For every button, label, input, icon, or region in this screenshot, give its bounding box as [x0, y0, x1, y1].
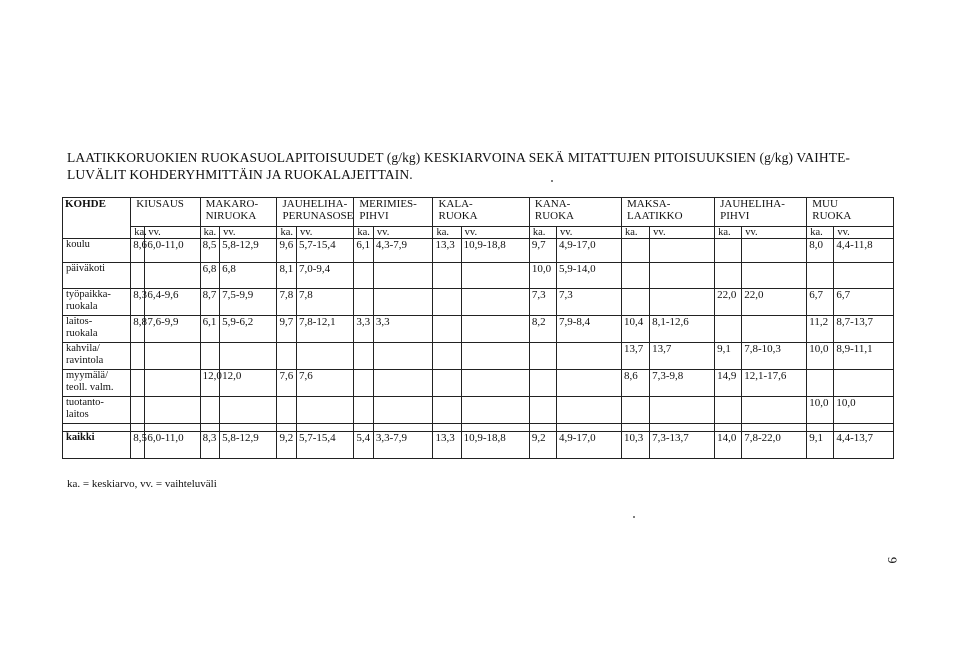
- table-cell: [296, 397, 353, 424]
- table-cell: 7,8-10,3: [742, 343, 807, 370]
- table-cell: 6,7: [834, 289, 894, 316]
- table-cell: 8,7: [200, 289, 220, 316]
- total-cell: 9,2: [529, 432, 556, 459]
- table-cell: 7,3: [556, 289, 621, 316]
- table-cell: [556, 343, 621, 370]
- table-cell: 9,1: [715, 343, 742, 370]
- table-cell: [742, 239, 807, 263]
- table-cell: [433, 370, 461, 397]
- table-cell: [220, 397, 277, 424]
- table-cell: [354, 397, 374, 424]
- table-cell: [807, 263, 834, 289]
- table-cell: 3,3: [354, 316, 374, 343]
- header-row-groups: [63, 198, 894, 227]
- header-group: KALA- RUOKA: [433, 198, 529, 227]
- header-ka: ka.: [715, 227, 742, 239]
- table-cell: [461, 289, 529, 316]
- table-cell: [433, 263, 461, 289]
- table-cell: 4,3-7,9: [373, 239, 433, 263]
- table-cell: 9,7: [529, 239, 556, 263]
- table-cell: 7,5-9,9: [220, 289, 277, 316]
- spacer-cell: [373, 424, 433, 432]
- total-cell: 6,0-11,0: [145, 432, 200, 459]
- spacer-cell: [529, 424, 556, 432]
- table-cell: 7,6-9,9: [145, 316, 200, 343]
- table-cell: [373, 343, 433, 370]
- spacer-cell: [433, 424, 461, 432]
- table-cell: 10,9-18,8: [461, 239, 529, 263]
- table-cell: 10,0: [807, 343, 834, 370]
- table-cell: 8,9-11,1: [834, 343, 894, 370]
- spacer-cell: [63, 424, 131, 432]
- spacer-cell: [461, 424, 529, 432]
- table-cell: [145, 343, 200, 370]
- total-cell: 8,3: [200, 432, 220, 459]
- table-row: [63, 239, 894, 263]
- table-cell: [296, 343, 353, 370]
- table-cell: 6,1: [354, 239, 374, 263]
- table-cell: [145, 370, 200, 397]
- table-cell: 10,0: [807, 397, 834, 424]
- spacer-row: [63, 424, 894, 432]
- table-cell: 7,3-9,8: [650, 370, 715, 397]
- table-row: [63, 370, 894, 397]
- header-group: JAUHELIHA- PIHVI: [715, 198, 807, 227]
- header-group: MERIMIES- PIHVI: [354, 198, 433, 227]
- spacer-cell: [131, 424, 145, 432]
- table-cell: [461, 316, 529, 343]
- header-ka: ka.: [433, 227, 461, 239]
- table-cell: [277, 397, 297, 424]
- header-ka: ka.: [621, 227, 649, 239]
- table-cell: 5,9-6,2: [220, 316, 277, 343]
- header-ka: ka.: [807, 227, 834, 239]
- table-cell: 13,7: [621, 343, 649, 370]
- total-label: kaikki: [63, 432, 131, 459]
- table-cell: 13,3: [433, 239, 461, 263]
- table-cell: [220, 343, 277, 370]
- table-cell: [461, 343, 529, 370]
- table-cell: [131, 263, 145, 289]
- table-row: [63, 343, 894, 370]
- table-cell: [131, 343, 145, 370]
- table-cell: [742, 263, 807, 289]
- title-line-1: LAATIKKORUOKIEN RUOKASUOLAPITOISUUDET (g/kg) KESKIARVOINA SEKÄ MITATTUJEN PITOISUUKSIEN (g/kg) VAIHTE-: [67, 150, 851, 165]
- total-cell: 9,1: [807, 432, 834, 459]
- table-cell: 8,0: [807, 239, 834, 263]
- spacer-cell: [220, 424, 277, 432]
- spacer-cell: [715, 424, 742, 432]
- table-cell: [433, 316, 461, 343]
- table-row: [63, 263, 894, 289]
- header-ka: ka.: [131, 227, 145, 239]
- table-cell: [715, 239, 742, 263]
- table-cell: [354, 289, 374, 316]
- spacer-cell: [650, 424, 715, 432]
- spacer-cell: [296, 424, 353, 432]
- table-cell: [373, 263, 433, 289]
- total-cell: 10,3: [621, 432, 649, 459]
- table-cell: 4,9-17,0: [556, 239, 621, 263]
- table-cell: 12,0: [220, 370, 277, 397]
- table-cell: 7,8-12,1: [296, 316, 353, 343]
- header-group: MAKARO- NIRUOKA: [200, 198, 277, 227]
- table-cell: [461, 370, 529, 397]
- header-vv: vv.: [461, 227, 529, 239]
- table-cell: 3,3: [373, 316, 433, 343]
- salt-content-table: [62, 197, 894, 459]
- table-cell: 12,1-17,6: [742, 370, 807, 397]
- table-cell: [650, 239, 715, 263]
- header-group: JAUHELIHA- PERUNASOSE: [277, 198, 354, 227]
- spacer-cell: [354, 424, 374, 432]
- table-cell: 7,6: [277, 370, 297, 397]
- table-cell: [461, 263, 529, 289]
- table-cell: 6,4-9,6: [145, 289, 200, 316]
- table-cell: 7,8: [296, 289, 353, 316]
- scan-speck: [551, 180, 553, 182]
- table-cell: 10,0: [529, 263, 556, 289]
- table-cell: [200, 397, 220, 424]
- table-cell: 5,8-12,9: [220, 239, 277, 263]
- row-label: laitos- ruokala: [63, 316, 131, 343]
- total-cell: 13,3: [433, 432, 461, 459]
- table-cell: 6,8: [220, 263, 277, 289]
- header-group: KANA- RUOKA: [529, 198, 621, 227]
- table-cell: 8,3: [131, 289, 145, 316]
- spacer-cell: [277, 424, 297, 432]
- table-cell: [556, 397, 621, 424]
- row-label: kahvila/ ravintola: [63, 343, 131, 370]
- table-cell: 13,7: [650, 343, 715, 370]
- table-cell: [556, 370, 621, 397]
- table-cell: 10,4: [621, 316, 649, 343]
- header-ka: ka.: [200, 227, 220, 239]
- header-ka: ka.: [277, 227, 297, 239]
- table-cell: [373, 370, 433, 397]
- row-label: myymälä/ teoll. valm.: [63, 370, 131, 397]
- table-cell: 9,7: [277, 316, 297, 343]
- table-cell: 11,2: [807, 316, 834, 343]
- table-cell: [807, 370, 834, 397]
- table-cell: [461, 397, 529, 424]
- header-vv: vv.: [145, 227, 200, 239]
- spacer-cell: [200, 424, 220, 432]
- table-cell: [433, 343, 461, 370]
- table-cell: 12,0: [200, 370, 220, 397]
- table-cell: [145, 263, 200, 289]
- header-vv: vv.: [742, 227, 807, 239]
- header-ka: ka.: [354, 227, 374, 239]
- table-cell: 5,9-14,0: [556, 263, 621, 289]
- table-cell: 7,6: [296, 370, 353, 397]
- total-cell: 5,7-15,4: [296, 432, 353, 459]
- table-cell: 6,1: [200, 316, 220, 343]
- table-cell: [433, 289, 461, 316]
- total-cell: 9,2: [277, 432, 297, 459]
- table-cell: [529, 397, 556, 424]
- table-cell: 10,0: [834, 397, 894, 424]
- spacer-cell: [145, 424, 200, 432]
- table-cell: [145, 397, 200, 424]
- total-cell: 5,8-12,9: [220, 432, 277, 459]
- header-row-subcols: [63, 227, 894, 239]
- table-cell: 7,0-9,4: [296, 263, 353, 289]
- header-group: MAKSA- LAATIKKO: [621, 198, 714, 227]
- spacer-cell: [807, 424, 834, 432]
- total-cell: 3,3-7,9: [373, 432, 433, 459]
- header-vv: vv.: [220, 227, 277, 239]
- table-cell: [529, 370, 556, 397]
- table-row: [63, 397, 894, 424]
- table-cell: 8,2: [529, 316, 556, 343]
- table-cell: 9,6: [277, 239, 297, 263]
- table-cell: [200, 343, 220, 370]
- table-cell: [277, 343, 297, 370]
- table-cell: 8,6: [621, 370, 649, 397]
- table-row: [63, 316, 894, 343]
- table-cell: [131, 370, 145, 397]
- row-label: päiväkoti: [63, 263, 131, 289]
- table-cell: 7,9-8,4: [556, 316, 621, 343]
- table-cell: [621, 239, 649, 263]
- table-cell: 5,7-15,4: [296, 239, 353, 263]
- scan-speck: [633, 516, 635, 518]
- header-vv: vv.: [650, 227, 715, 239]
- table-cell: [650, 289, 715, 316]
- table-cell: 8,8: [131, 316, 145, 343]
- table-cell: 14,9: [715, 370, 742, 397]
- table-cell: 8,7-13,7: [834, 316, 894, 343]
- footnote: ka. = keskiarvo, vv. = vaihteluväli: [67, 478, 217, 490]
- table-cell: 7,3: [529, 289, 556, 316]
- table-cell: 8,1: [277, 263, 297, 289]
- table-cell: [715, 397, 742, 424]
- table-cell: 22,0: [715, 289, 742, 316]
- table-cell: [354, 343, 374, 370]
- table-cell: [373, 289, 433, 316]
- table-cell: 8,1-12,6: [650, 316, 715, 343]
- total-cell: 8,5: [131, 432, 145, 459]
- table-cell: [834, 263, 894, 289]
- total-cell: 7,3-13,7: [650, 432, 715, 459]
- header-group: MUU RUOKA: [807, 198, 894, 227]
- document-title: [67, 149, 927, 183]
- spacer-cell: [556, 424, 621, 432]
- table-cell: [650, 397, 715, 424]
- table-cell: [621, 289, 649, 316]
- total-cell: 7,8-22,0: [742, 432, 807, 459]
- row-label: työpaikka- ruokala: [63, 289, 131, 316]
- table-cell: [131, 397, 145, 424]
- header-vv: vv.: [296, 227, 353, 239]
- header-ka: ka.: [529, 227, 556, 239]
- header-vv: vv.: [834, 227, 894, 239]
- header-kohde: KOHDE: [63, 198, 131, 239]
- table-cell: [715, 263, 742, 289]
- header-vv: vv.: [373, 227, 433, 239]
- table-cell: [715, 316, 742, 343]
- title-line-2: LUVÄLIT KOHDERYHMITTÄIN JA RUOKALAJEITTAIN.: [67, 167, 413, 182]
- table-cell: [354, 263, 374, 289]
- table-cell: [433, 397, 461, 424]
- table-cell: 8,6: [131, 239, 145, 263]
- total-cell: 10,9-18,8: [461, 432, 529, 459]
- table-cell: 6,7: [807, 289, 834, 316]
- table-cell: [742, 397, 807, 424]
- table-cell: [621, 263, 649, 289]
- table-row: [63, 289, 894, 316]
- table-cell: 6,0-11,0: [145, 239, 200, 263]
- total-cell: 14,0: [715, 432, 742, 459]
- table-cell: [621, 397, 649, 424]
- spacer-cell: [834, 424, 894, 432]
- table-cell: 7,8: [277, 289, 297, 316]
- table-cell: 8,5: [200, 239, 220, 263]
- table-cell: 6,8: [200, 263, 220, 289]
- table-cell: [529, 343, 556, 370]
- page-number: 9: [885, 557, 900, 564]
- header-group: KIUSAUS: [131, 198, 200, 227]
- table-cell: [650, 263, 715, 289]
- total-row: [63, 432, 894, 459]
- table-cell: [373, 397, 433, 424]
- table-cell: [742, 316, 807, 343]
- total-cell: 5,4: [354, 432, 374, 459]
- header-vv: vv.: [556, 227, 621, 239]
- table-cell: [354, 370, 374, 397]
- total-cell: 4,4-13,7: [834, 432, 894, 459]
- table-cell: 22,0: [742, 289, 807, 316]
- table-cell: 4,4-11,8: [834, 239, 894, 263]
- row-label: tuotanto- laitos: [63, 397, 131, 424]
- spacer-cell: [742, 424, 807, 432]
- table-cell: [834, 370, 894, 397]
- row-label: koulu: [63, 239, 131, 263]
- total-cell: 4,9-17,0: [556, 432, 621, 459]
- spacer-cell: [621, 424, 649, 432]
